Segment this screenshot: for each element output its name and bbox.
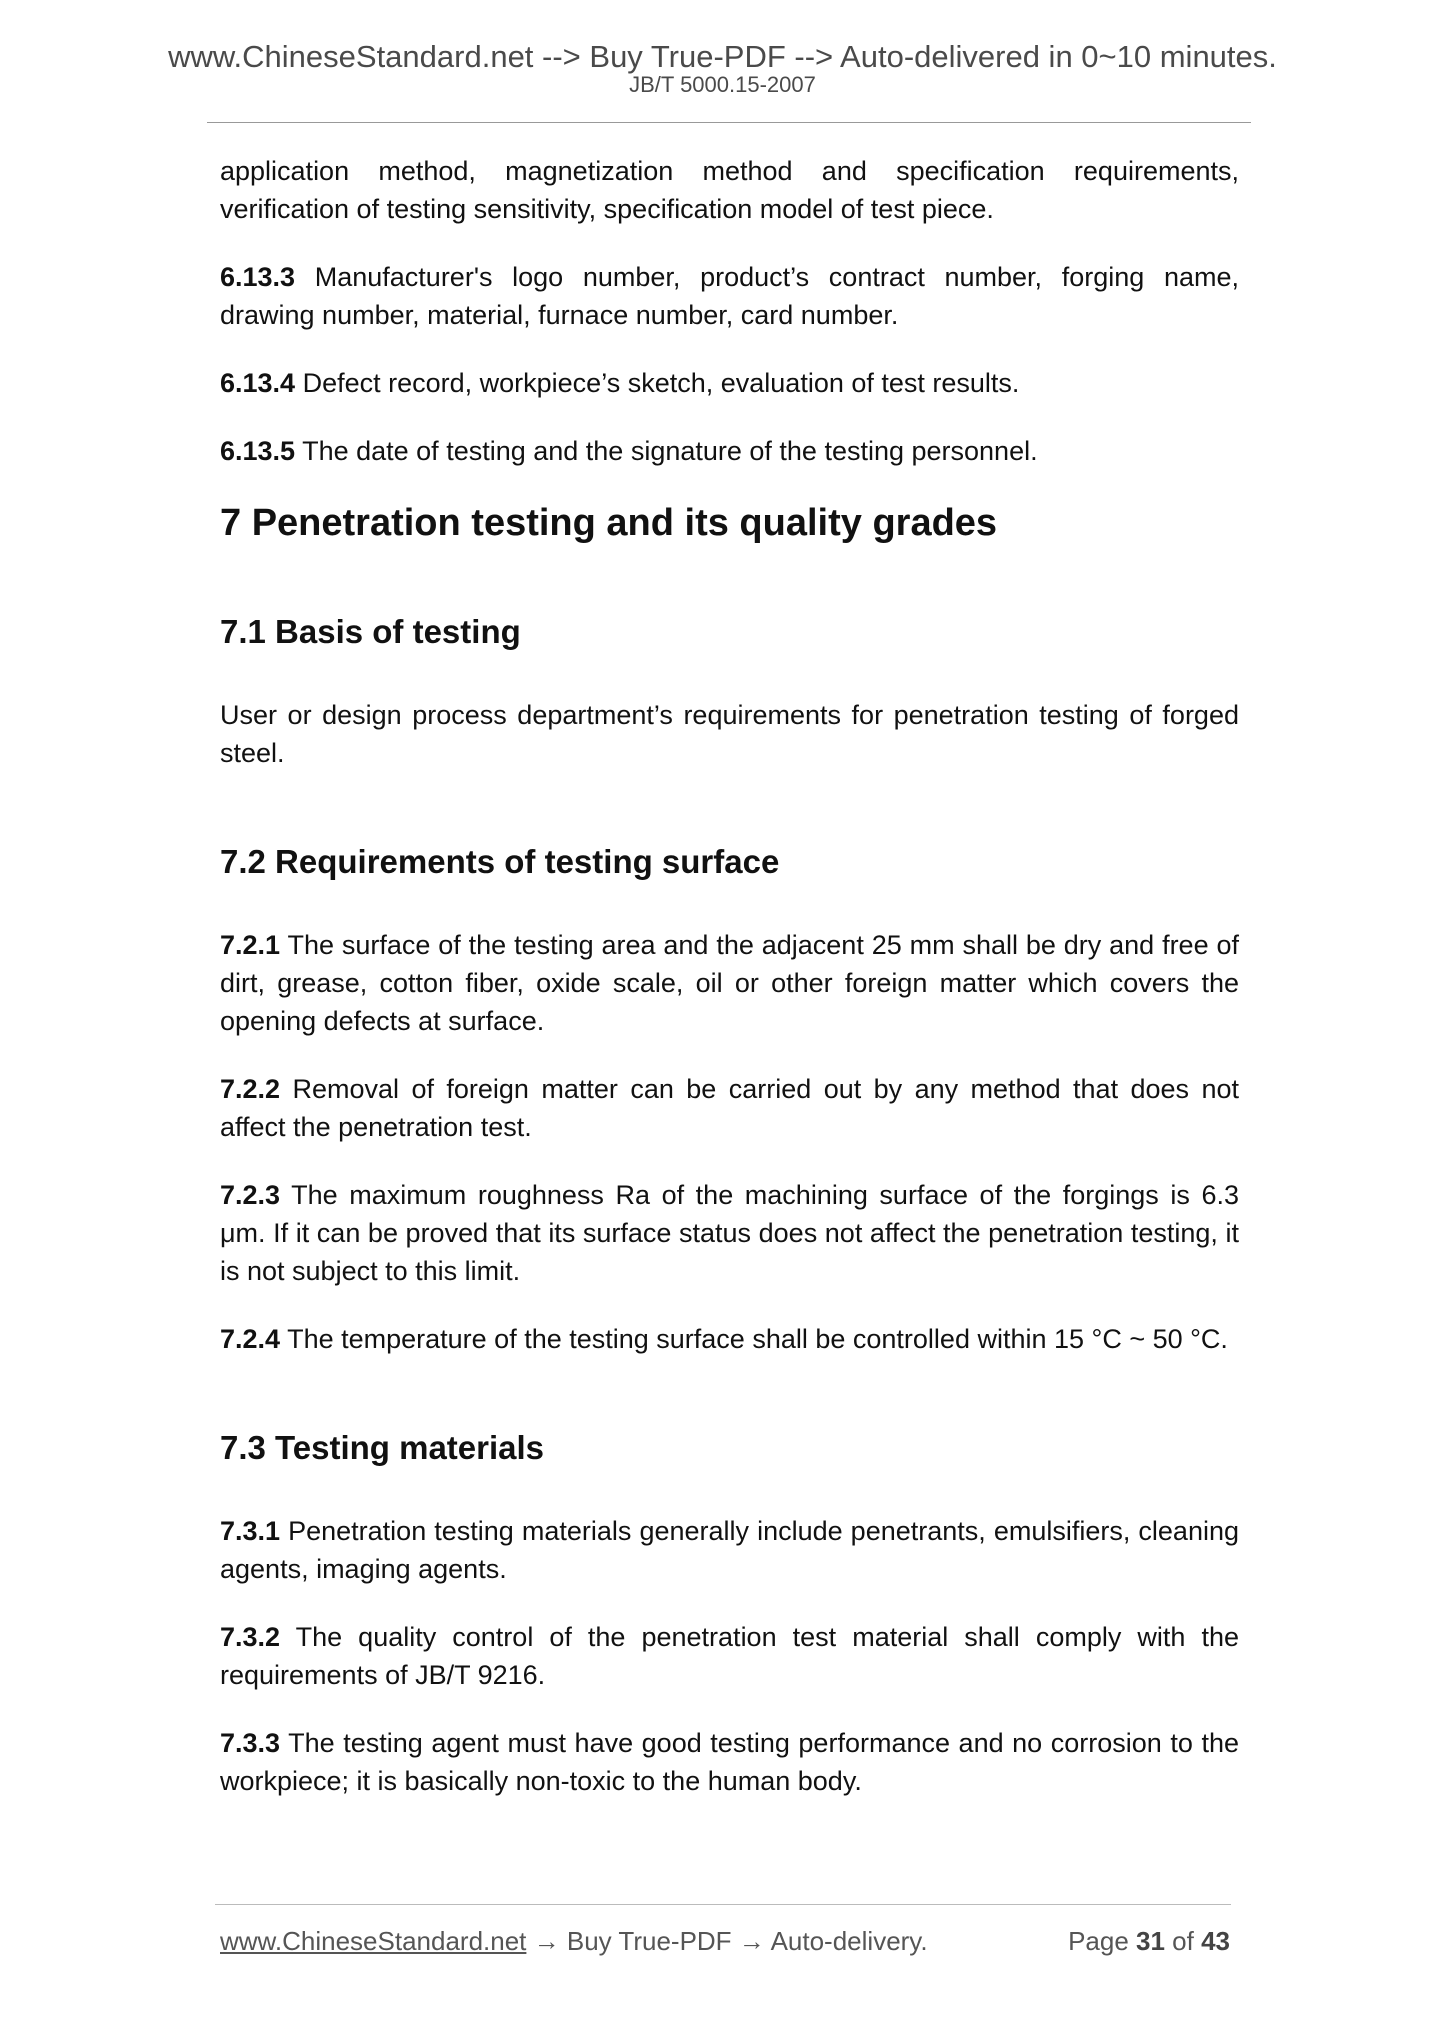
- page-number: 31: [1136, 1926, 1165, 1956]
- section-heading-7-2: 7.2 Requirements of testing surface: [220, 843, 780, 880]
- clause-text: The date of testing and the signature of the testing personnel.: [295, 436, 1038, 466]
- clause-number: 6.13.4: [220, 368, 296, 398]
- footer-promo-text: → Buy True-PDF → Auto-delivery.: [526, 1926, 928, 1956]
- total-pages: 43: [1201, 1926, 1230, 1956]
- footer-divider: [215, 1904, 1231, 1905]
- clause-number: 7.2.4: [220, 1324, 281, 1354]
- section-heading-7: 7 Penetration testing and its quality grades: [220, 502, 998, 544]
- header-divider: [207, 122, 1251, 123]
- clause-6-13-4: [220, 364, 1239, 402]
- clause-number: 7.3.3: [220, 1728, 281, 1758]
- header-banner: www.ChineseStandard.net --> Buy True-PDF --> Auto-delivered in 0~10 minutes.: [168, 39, 1277, 74]
- clause-text: Penetration testing materials generally include penetrants, emulsifiers, cleaning agents, imaging agents.: [220, 1516, 1239, 1584]
- clause-7-2-2: [220, 1070, 1239, 1146]
- clause-text: Manufacturer's logo number, product’s contract number, forging name, drawing number, material, furnace number, card number.: [220, 262, 1239, 330]
- clause-7-2-1: [220, 926, 1239, 1040]
- clause-text: The maximum roughness Ra of the machining surface of the forgings is 6.3 μm. If it can be proved that its surface status does not affect the penetration testing, it is not subject to this limit.: [220, 1180, 1239, 1286]
- of-label: of: [1164, 1926, 1202, 1956]
- paragraph-continuation: application method, magnetization method and specification requirements, verification of testing sensitivity, specification model of test piece.: [220, 156, 1239, 224]
- clause-7-2-4: [220, 1320, 1239, 1358]
- clause-number: 6.13.3: [220, 262, 296, 292]
- clause-text: The testing agent must have good testing performance and no corrosion to the workpiece; it is basically non-toxic to the human body.: [220, 1728, 1239, 1796]
- page-label: Page: [1068, 1926, 1137, 1956]
- clause-text: Removal of foreign matter can be carried out by any method that does not affect the penetration test.: [220, 1074, 1239, 1142]
- clause-number: 6.13.5: [220, 436, 296, 466]
- clause-number: 7.2.1: [220, 930, 281, 960]
- clause-number: 7.2.2: [220, 1074, 281, 1104]
- page-indicator: [1068, 1924, 1230, 1958]
- clause-6-13-3: [220, 258, 1239, 334]
- page-content: [220, 152, 1239, 1830]
- clause-number: 7.2.3: [220, 1180, 281, 1210]
- section-heading-7-3: 7.3 Testing materials: [220, 1429, 545, 1466]
- footer-promo: [220, 1924, 928, 1958]
- clause-7-3-2: [220, 1618, 1239, 1694]
- clause-number: 7.3.1: [220, 1516, 281, 1546]
- page-footer: [220, 1924, 1230, 1958]
- document-number: JB/T 5000.15-2007: [629, 72, 816, 97]
- clause-text: The quality control of the penetration test material shall comply with the requirements of JB/T 9216.: [220, 1622, 1239, 1690]
- clause-6-13-5: [220, 432, 1239, 470]
- clause-7-3-3: [220, 1724, 1239, 1800]
- paragraph-basis-of-testing: User or design process department’s requirements for penetration testing of forged steel.: [220, 700, 1239, 768]
- clause-7-2-3: [220, 1176, 1239, 1290]
- clause-text: The surface of the testing area and the adjacent 25 mm shall be dry and free of dirt, grease, cotton fiber, oxide scale, oil or other foreign matter which covers the opening defects at surface.: [220, 930, 1239, 1036]
- clause-text: Defect record, workpiece’s sketch, evaluation of test results.: [295, 368, 1020, 398]
- clause-number: 7.3.2: [220, 1622, 281, 1652]
- footer-site-link[interactable]: www.ChineseStandard.net: [220, 1926, 527, 1956]
- clause-text: The temperature of the testing surface shall be controlled within 15 °C ~ 50 °C.: [280, 1324, 1228, 1354]
- section-heading-7-1: 7.1 Basis of testing: [220, 613, 521, 650]
- clause-7-3-1: [220, 1512, 1239, 1588]
